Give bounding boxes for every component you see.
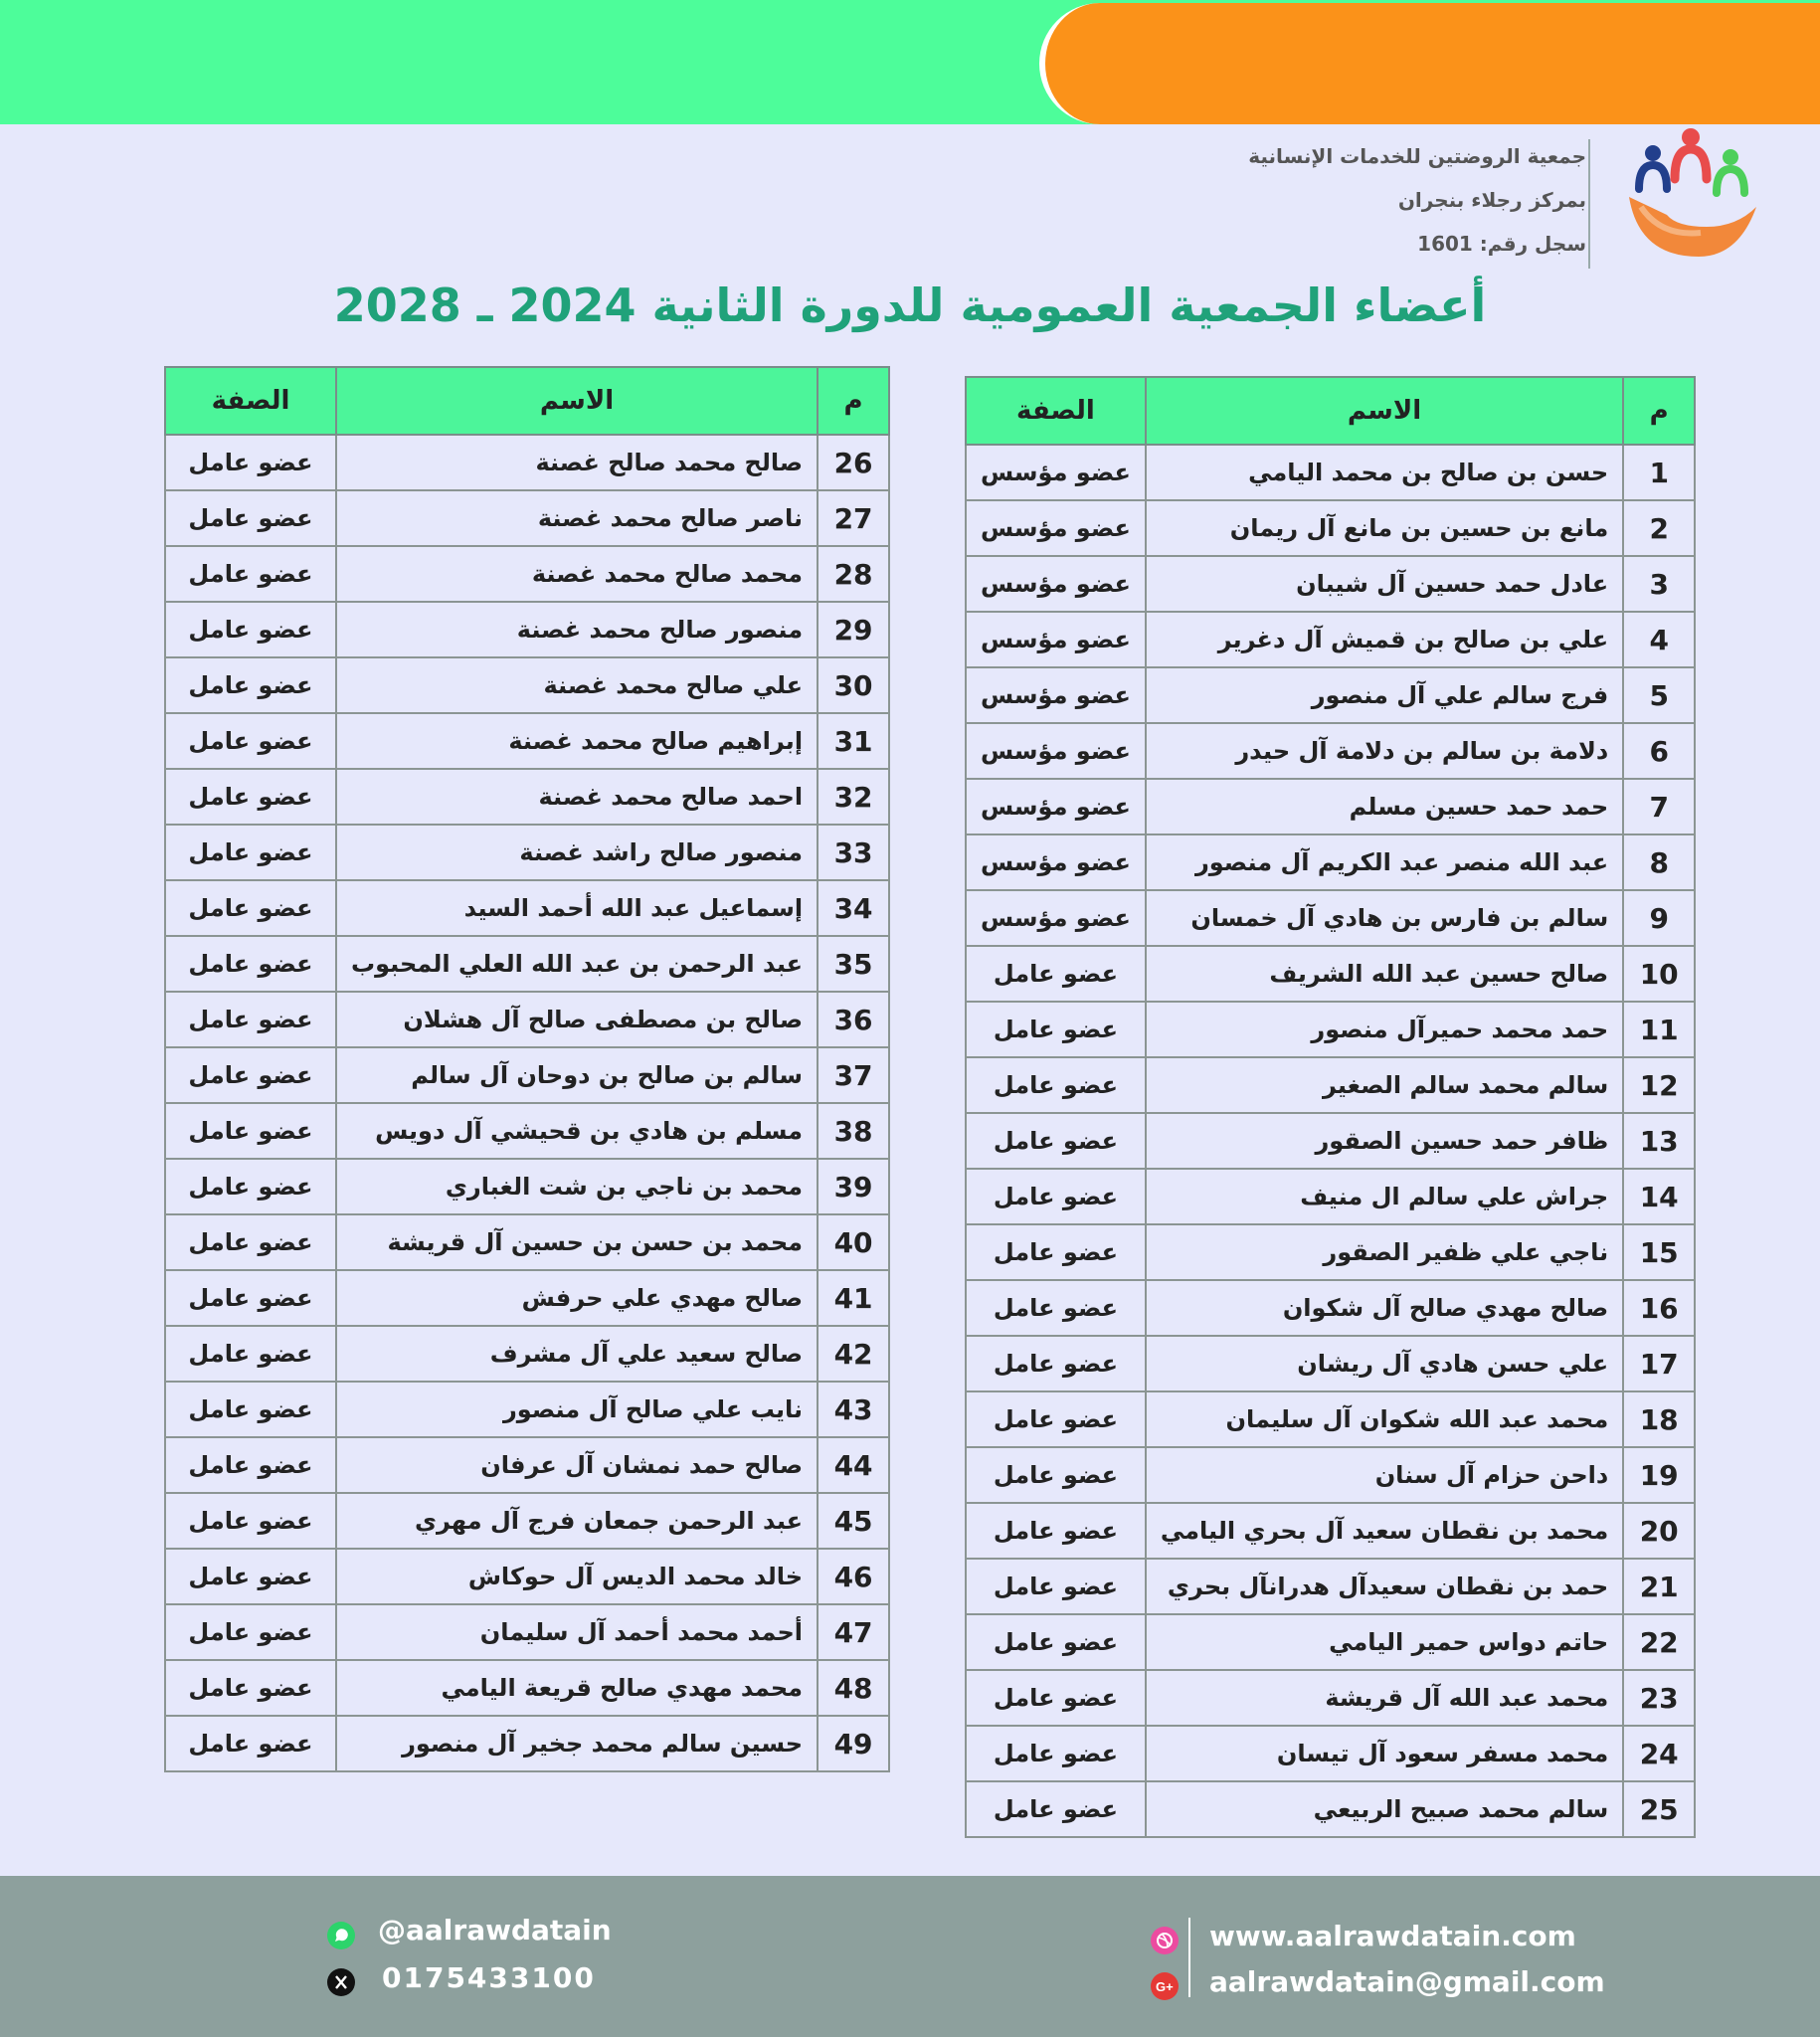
member-number: 48	[818, 1660, 889, 1716]
member-number: 35	[818, 936, 889, 992]
member-name: عبد الرحمن بن عبد الله العلي المحبوب	[336, 936, 818, 992]
member-role: عضو عامل	[165, 825, 336, 880]
table-row	[165, 1103, 889, 1159]
member-role: عضو عامل	[165, 546, 336, 602]
table-row	[966, 1002, 1695, 1057]
social-handle[interactable]: @aalrawdatain	[378, 1914, 612, 1946]
table-row	[966, 1057, 1695, 1113]
member-number: 40	[818, 1214, 889, 1270]
member-role: عضو عامل	[165, 880, 336, 936]
header-name: الاسم	[1146, 377, 1623, 445]
member-number: 34	[818, 880, 889, 936]
member-role: عضو عامل	[966, 1113, 1146, 1169]
member-name: صالح بن مصطفى صالح آل هشلان	[336, 992, 818, 1047]
member-name: حمد بن نقطان سعيدآل هدرانآل بحري	[1146, 1559, 1623, 1614]
header-name: الاسم	[336, 367, 818, 435]
table-row	[966, 556, 1695, 612]
member-number: 27	[818, 490, 889, 546]
table-row	[165, 1326, 889, 1382]
member-role: عضو عامل	[966, 1447, 1146, 1503]
member-number: 39	[818, 1159, 889, 1214]
table-row	[165, 435, 889, 490]
member-number: 47	[818, 1604, 889, 1660]
member-role: عضو مؤسس	[966, 890, 1146, 946]
member-role: عضو عامل	[165, 1270, 336, 1326]
member-number: 16	[1623, 1280, 1695, 1336]
member-number: 7	[1623, 779, 1695, 834]
member-number: 6	[1623, 723, 1695, 779]
table-row	[165, 602, 889, 657]
member-role: عضو عامل	[165, 435, 336, 490]
svg-text:G+: G+	[1156, 1979, 1174, 1994]
member-name: محمد عبد الله آل قريشة	[1146, 1670, 1623, 1726]
member-name: منصور صالح راشد غصنة	[336, 825, 818, 880]
member-role: عضو عامل	[966, 1781, 1146, 1837]
table-row	[165, 1270, 889, 1326]
table-row	[165, 1437, 889, 1493]
table-row	[165, 490, 889, 546]
table-row	[966, 1336, 1695, 1391]
table-row	[165, 825, 889, 880]
table-row	[966, 779, 1695, 834]
member-role: عضو عامل	[165, 1660, 336, 1716]
member-role: عضو عامل	[165, 490, 336, 546]
member-number: 3	[1623, 556, 1695, 612]
member-number: 31	[818, 713, 889, 769]
member-name: عادل حمد حسين آل شيبان	[1146, 556, 1623, 612]
member-role: عضو عامل	[165, 657, 336, 713]
member-name: نايب علي صالح آل منصور	[336, 1382, 818, 1437]
member-name: مسلم بن هادي بن قحيشي آل دويس	[336, 1103, 818, 1159]
member-role: عضو مؤسس	[966, 834, 1146, 890]
member-name: ظافر حمد حسين الصقور	[1146, 1113, 1623, 1169]
table-row	[966, 445, 1695, 500]
member-name: خالد محمد الديس آل حوكاش	[336, 1549, 818, 1604]
table-row	[165, 992, 889, 1047]
members-table-left	[164, 366, 890, 1772]
member-name: محمد بن حسن بن حسين آل قريشة	[336, 1214, 818, 1270]
member-number: 23	[1623, 1670, 1695, 1726]
member-role: عضو عامل	[966, 1614, 1146, 1670]
member-name: سالم محمد صبيح الربيعي	[1146, 1781, 1623, 1837]
org-header	[1169, 134, 1586, 266]
website-link[interactable]: www.aalrawdatain.com	[1209, 1920, 1576, 1952]
table-row	[966, 1503, 1695, 1559]
table-row	[966, 946, 1695, 1002]
member-number: 33	[818, 825, 889, 880]
table-row	[165, 713, 889, 769]
member-role: عضو عامل	[966, 1224, 1146, 1280]
member-number: 37	[818, 1047, 889, 1103]
table-row	[165, 1604, 889, 1660]
table-row	[165, 1493, 889, 1549]
member-number: 44	[818, 1437, 889, 1493]
member-role: عضو عامل	[966, 1336, 1146, 1391]
whatsapp-icon[interactable]	[326, 1921, 356, 1950]
member-name: حسين سالم محمد جخير آل منصور	[336, 1716, 818, 1771]
member-number: 21	[1623, 1559, 1695, 1614]
email-link[interactable]: aalrawdatain@gmail.com	[1209, 1965, 1605, 1998]
member-role: عضو عامل	[966, 1726, 1146, 1781]
member-role: عضو عامل	[165, 1604, 336, 1660]
table-row	[966, 1391, 1695, 1447]
table-row	[165, 936, 889, 992]
header-role: الصفة	[165, 367, 336, 435]
member-role: عضو عامل	[165, 1326, 336, 1382]
table-row	[966, 834, 1695, 890]
member-name: صالح حمد نمشان آل عرفان	[336, 1437, 818, 1493]
member-number: 29	[818, 602, 889, 657]
member-number: 43	[818, 1382, 889, 1437]
member-role: عضو عامل	[165, 936, 336, 992]
member-name: سالم بن فارس بن هادي آل خمسان	[1146, 890, 1623, 946]
member-number: 4	[1623, 612, 1695, 667]
member-role: عضو عامل	[165, 1549, 336, 1604]
logo-people-hand-icon	[1611, 119, 1770, 278]
member-name: عبد الرحمن جمعان فرج آل مهري	[336, 1493, 818, 1549]
member-name: محمد صالح محمد غصنة	[336, 546, 818, 602]
member-number: 49	[818, 1716, 889, 1771]
member-name: محمد بن ناجي بن شت الغباري	[336, 1159, 818, 1214]
member-role: عضو عامل	[165, 1437, 336, 1493]
member-number: 45	[818, 1493, 889, 1549]
table-row	[966, 890, 1695, 946]
member-role: عضو عامل	[966, 946, 1146, 1002]
member-name: فرج سالم علي آل منصور	[1146, 667, 1623, 723]
member-role: عضو عامل	[165, 1493, 336, 1549]
member-name: حمد حمد حسين مسلم	[1146, 779, 1623, 834]
member-number: 2	[1623, 500, 1695, 556]
member-name: ناجي علي ظفير الصقور	[1146, 1224, 1623, 1280]
member-role: عضو مؤسس	[966, 612, 1146, 667]
member-name: علي صالح محمد غصنة	[336, 657, 818, 713]
table-row	[966, 612, 1695, 667]
member-number: 11	[1623, 1002, 1695, 1057]
member-name: سالم بن صالح بن دوحان آل سالم	[336, 1047, 818, 1103]
member-name: صالح حسين عبد الله الشريف	[1146, 946, 1623, 1002]
google-plus-icon[interactable]	[1150, 1971, 1180, 2001]
table-row	[165, 1660, 889, 1716]
members-table-right-body	[966, 445, 1695, 1837]
member-name: احمد صالح محمد غصنة	[336, 769, 818, 825]
table-row	[165, 546, 889, 602]
member-number: 10	[1623, 946, 1695, 1002]
member-role: عضو عامل	[165, 713, 336, 769]
table-row	[966, 723, 1695, 779]
member-number: 14	[1623, 1169, 1695, 1224]
member-name: داحن حزام آل سنان	[1146, 1447, 1623, 1503]
member-role: عضو عامل	[165, 1214, 336, 1270]
member-role: عضو عامل	[165, 992, 336, 1047]
member-name: محمد مهدي صالح قريعة اليامي	[336, 1660, 818, 1716]
member-number: 18	[1623, 1391, 1695, 1447]
table-row	[165, 1549, 889, 1604]
member-number: 8	[1623, 834, 1695, 890]
member-number: 46	[818, 1549, 889, 1604]
member-name: أحمد محمد أحمد آل سليمان	[336, 1604, 818, 1660]
members-table-left-body	[165, 435, 889, 1771]
member-role: عضو مؤسس	[966, 445, 1146, 500]
member-number: 41	[818, 1270, 889, 1326]
table-row	[966, 1280, 1695, 1336]
dribbble-icon[interactable]	[1150, 1926, 1180, 1955]
table-row	[966, 1169, 1695, 1224]
member-name: جراش علي سالم ال منيف	[1146, 1169, 1623, 1224]
member-number: 13	[1623, 1113, 1695, 1169]
member-number: 9	[1623, 890, 1695, 946]
member-number: 30	[818, 657, 889, 713]
member-name: حسن بن صالح بن محمد اليامي	[1146, 445, 1623, 500]
header-num: م	[1623, 377, 1695, 445]
member-name: محمد عبد الله شكوان آل سليمان	[1146, 1391, 1623, 1447]
member-number: 42	[818, 1326, 889, 1382]
member-number: 1	[1623, 445, 1695, 500]
member-role: عضو عامل	[966, 1391, 1146, 1447]
member-number: 5	[1623, 667, 1695, 723]
table-row	[165, 657, 889, 713]
member-role: عضو عامل	[165, 1047, 336, 1103]
member-number: 26	[818, 435, 889, 490]
member-name: صالح محمد صالح غصنة	[336, 435, 818, 490]
member-number: 12	[1623, 1057, 1695, 1113]
header-divider	[1588, 139, 1590, 269]
table-row	[966, 1447, 1695, 1503]
member-role: عضو عامل	[165, 769, 336, 825]
org-location: بمركز رجلاء بنجران	[1397, 188, 1586, 212]
member-role: عضو عامل	[966, 1670, 1146, 1726]
org-registration: سجل رقم: 1601	[1417, 232, 1586, 256]
member-role: عضو عامل	[966, 1057, 1146, 1113]
member-role: عضو عامل	[165, 602, 336, 657]
member-name: ناصر صالح محمد غصنة	[336, 490, 818, 546]
table-row	[165, 1214, 889, 1270]
member-number: 15	[1623, 1224, 1695, 1280]
table-row	[165, 1716, 889, 1771]
member-role: عضو مؤسس	[966, 779, 1146, 834]
member-role: عضو عامل	[966, 1503, 1146, 1559]
member-name: صالح مهدي علي حرفش	[336, 1270, 818, 1326]
member-number: 25	[1623, 1781, 1695, 1837]
member-role: عضو مؤسس	[966, 723, 1146, 779]
table-row	[165, 1382, 889, 1437]
table-row	[966, 1614, 1695, 1670]
member-role: عضو عامل	[165, 1159, 336, 1214]
table-row	[165, 1047, 889, 1103]
x-icon[interactable]	[326, 1967, 356, 1997]
top-orange-tab	[1039, 3, 1820, 124]
member-number: 24	[1623, 1726, 1695, 1781]
member-name: عبد الله منصر عبد الكريم آل منصور	[1146, 834, 1623, 890]
member-role: عضو عامل	[165, 1103, 336, 1159]
member-name: حمد محمد حميرآل منصور	[1146, 1002, 1623, 1057]
table-row	[165, 880, 889, 936]
member-name: مانع بن حسين بن مانع آل ريمان	[1146, 500, 1623, 556]
member-number: 32	[818, 769, 889, 825]
org-name: جمعية الروضتين للخدمات الإنسانية	[1248, 144, 1586, 168]
table-row	[966, 1113, 1695, 1169]
table-row	[966, 1670, 1695, 1726]
member-role: عضو عامل	[165, 1716, 336, 1771]
member-role: عضو عامل	[966, 1169, 1146, 1224]
member-number: 36	[818, 992, 889, 1047]
table-row	[966, 1224, 1695, 1280]
table-row	[966, 500, 1695, 556]
footer-divider	[1188, 1918, 1190, 1997]
member-number: 19	[1623, 1447, 1695, 1503]
member-role: عضو مؤسس	[966, 667, 1146, 723]
member-name: إسماعيل عبد الله أحمد السيد	[336, 880, 818, 936]
header-num: م	[818, 367, 889, 435]
member-name: سالم محمد سالم الصغير	[1146, 1057, 1623, 1113]
header-role: الصفة	[966, 377, 1146, 445]
member-name: إبراهيم صالح محمد غصنة	[336, 713, 818, 769]
member-name: محمد مسفر سعود آل تيسان	[1146, 1726, 1623, 1781]
member-role: عضو عامل	[966, 1559, 1146, 1614]
member-role: عضو عامل	[966, 1280, 1146, 1336]
member-number: 28	[818, 546, 889, 602]
member-name: دلامة بن سالم بن دلامة آل حيدر	[1146, 723, 1623, 779]
table-row	[966, 1726, 1695, 1781]
table-row	[966, 667, 1695, 723]
member-name: محمد بن نقطان سعيد آل بحري اليامي	[1146, 1503, 1623, 1559]
member-name: حاتم دواس حمير اليامي	[1146, 1614, 1623, 1670]
member-number: 17	[1623, 1336, 1695, 1391]
member-role: عضو عامل	[165, 1382, 336, 1437]
phone-number[interactable]: 0175433100	[382, 1961, 596, 1994]
member-role: عضو عامل	[966, 1002, 1146, 1057]
member-role: عضو مؤسس	[966, 500, 1146, 556]
table-row	[165, 1159, 889, 1214]
members-table-right	[965, 376, 1696, 1838]
member-name: منصور صالح محمد غصنة	[336, 602, 818, 657]
table-row	[966, 1559, 1695, 1614]
page-title: أعضاء الجمعية العمومية للدورة الثانية 2024 ـ 2028	[333, 278, 1487, 332]
member-number: 20	[1623, 1503, 1695, 1559]
footer	[0, 1876, 1820, 2037]
member-role: عضو مؤسس	[966, 556, 1146, 612]
member-name: علي بن صالح بن قميش آل دغرير	[1146, 612, 1623, 667]
table-row	[165, 769, 889, 825]
member-name: صالح سعيد علي آل مشرف	[336, 1326, 818, 1382]
table-row	[966, 1781, 1695, 1837]
member-number: 38	[818, 1103, 889, 1159]
member-number: 22	[1623, 1614, 1695, 1670]
member-name: صالح مهدي صالح آل شكوان	[1146, 1280, 1623, 1336]
member-name: علي حسن هادي آل ريشان	[1146, 1336, 1623, 1391]
